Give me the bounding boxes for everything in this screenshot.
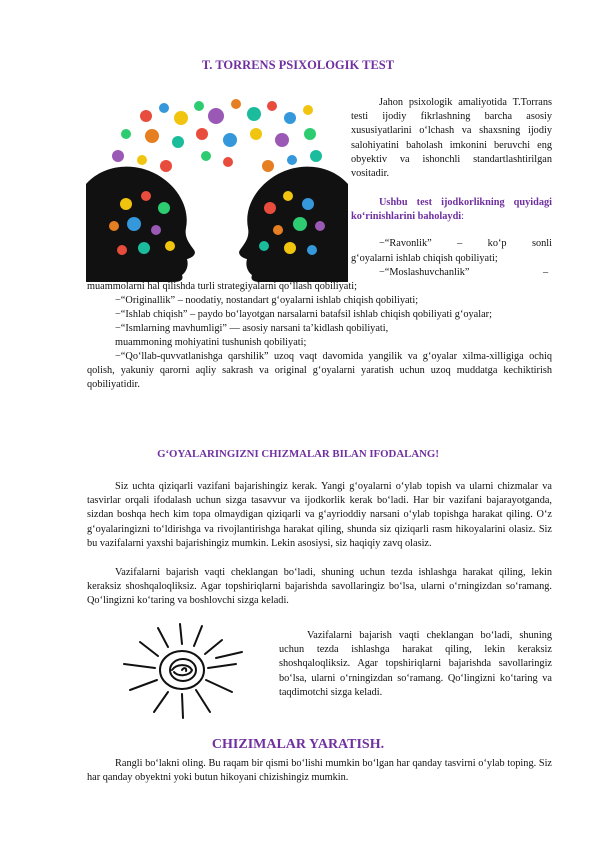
intro-paragraph: Jahon psixologik amaliyotida T.Torrans testi ijodiy fikrlashning barcha asosiy xususiyatlarini o‘lchash va shaxsning ijodiy salohiyatini baholash imkonini beruvchi eng obyektiv va ishonchli standartlashtirilgan vositadir. xyxy=(351,97,552,180)
section2-paragraph2: Vazifalarni bajarish vaqti cheklangan bo‘ladi, shuning uchun tezda ishlashga harakat qiling, lekin keraksiz shoshqaloqliksiz. Agar topshiriqlarni bajarishda savollaringiz bo‘lsa, ularni o‘rningizdan so‘ramang. Qo‘lingizni ko‘taring va boshlovchi sizga keladi. xyxy=(87,567,552,607)
criteria-heading-colon: : xyxy=(461,211,465,223)
criteria-fluency-line2: g‘oyalarni ishlab chiqish qobiliyati; xyxy=(351,253,498,264)
criteria-flexibility-line1: −“Moslashuvchanlik” xyxy=(379,267,470,278)
heads-illustration xyxy=(86,96,348,282)
side-note-paragraph: Vazifalarni bajarish vaqti cheklangan bo‘ladi, shuning uchun tezda ishlashga harakat qiling, lekin keraksiz shoshqaloqliksiz. Agar topshiriqlarni bajarishda savollaringiz bo‘lsa, ularni o‘rningizdan so‘ramang. Qo‘lingizni ko‘taring va taqdimotchi sizga keladi. xyxy=(279,630,552,698)
section3-paragraph: Rangli bo‘lakni oling. Bu raqam bir qismi bo‘lishi mumkin bo‘lgan har qanday tasvirni o‘ylab toping. Siz har qanday obyektni yoki butun hikoyani chizishingiz mumkin. xyxy=(87,758,552,784)
criteria-abstraction-line2: muammoning mohiyatini tushunish qobiliyati; xyxy=(115,337,307,348)
section-title-express-ideas: G‘OYALARINGIZNI CHIZMALAR BILAN IFODALANG! xyxy=(157,448,439,460)
criteria-elaboration: −“Ishlab chiqish” – paydo bo‘layotgan narsalarni batafsil ishlab chiqish qobiliyati g‘oyalar; xyxy=(115,309,492,320)
criteria-originality: −“Originallik” – noodatiy, nostandart g‘oyalarni ishlab chiqish qobiliyati; xyxy=(115,295,419,306)
criteria-heading xyxy=(351,196,552,224)
section2-paragraph1: Siz uchta qiziqarli vazifani bajarishingiz kerak. Yangi g‘oyalarni o‘ylab topish va ularni chizmalar va tasvirlar orqali ifodalash uchun sizga tasavvur va ijodkorlik kerak bo‘ladi. Har bir vazifani bajarayotganda, sizdan boshqa hech kim topa olmaydigan qiziqarli va g‘ayrioddiy narsani o‘ylab topishga harakat qiling. O‘z g‘oyalaringizni to‘ldirishga va rivojlantirishga harakat qiling, shunda siz qiziqarli rasm hikoyalarini olasiz. Siz bu vazifalarni yaxshi bajarishingiz mumkin. Lekin asosiysi, siz haqiqiy zavq olasiz. xyxy=(87,481,552,549)
criteria-fluency-line1: −“Ravonlik” – ko‘p sonli xyxy=(379,238,552,249)
criteria-abstraction-line1: −“Ismlarning mavhumligi” — asosiy narsani ta’kidlash qobiliyati, xyxy=(115,323,389,334)
criteria-flexibility-line2: muammolarni hal qilishda turli strategiyalarni qo‘llash qobiliyati; xyxy=(87,281,357,292)
criteria-heading-text: Ushbu test ijodkorlikning quyidagi ko‘rinishlarini baholaydi xyxy=(351,197,552,223)
page-title: T. TORRENS PSIXOLOGIK TEST xyxy=(201,58,395,72)
section-title-create-drawings: CHIZIMALAR YARATISH. xyxy=(211,737,385,752)
criteria-resistance: −“Qo‘llab-quvvatlanishga qarshilik” uzoq vaqt davomida yangilik va g‘oyalar xilma-xilligiga ochiq qolish, yakuniy qarorni aqliy sakrash va original g‘oyalarni yaratish uchun uzoq muddatga kechiktirish qobiliyatidir. xyxy=(87,351,552,391)
idea-icons-cloud xyxy=(112,99,322,172)
criteria-flexibility-dash: – xyxy=(543,267,549,278)
sun-sketch-icon xyxy=(110,618,260,723)
